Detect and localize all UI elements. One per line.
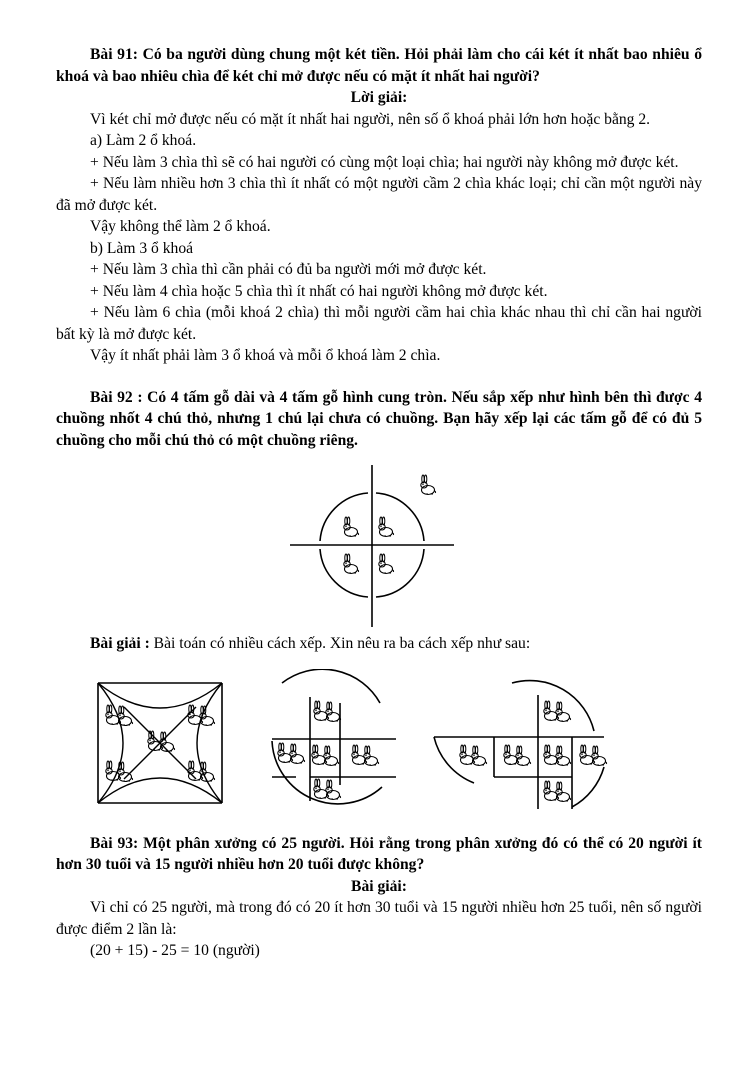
- solutions-figure: [56, 669, 702, 817]
- b91-line: + Nếu làm 6 chìa (mỗi khoá 2 chìa) thì mỗi người cầm hai chìa khác nhau thì chỉ cần hai người bất kỳ là mở được két.: [56, 304, 702, 343]
- b93-title: Bài 93: Một phân xưởng có 25 người. Hỏi rằng trong phân xưởng đó có thể có 20 người ít hơn 30 tuổi và 15 người nhiều hơn 20 tuổi được không?: [56, 834, 702, 873]
- solution-1: [98, 683, 222, 803]
- rabbit-icon: [379, 517, 394, 537]
- rabbit-icon: [106, 761, 133, 782]
- b91-line: + Nếu làm 3 chìa thì sẽ có hai người có cùng một loại chìa; hai người này không mở được két.: [90, 153, 679, 171]
- b91-line: + Nếu làm 4 chìa hoặc 5 chìa thì ít nhất có hai người không mở được két.: [90, 282, 548, 300]
- b91-line: Vì két chỉ mở được nếu có mặt ít nhất hai người, nên số ổ khoá phải lớn hơn hoặc bằng 2.: [90, 110, 651, 128]
- rabbit-icon: [188, 705, 215, 726]
- b91-line: b) Làm 3 ổ khoá: [90, 239, 194, 257]
- b91-line: a) Làm 2 ổ khoá.: [90, 132, 197, 149]
- b91-line: + Nếu làm 3 chìa thì cần phải có đủ ba người mới mở được két.: [90, 261, 487, 278]
- rabbit-icon: [312, 745, 339, 766]
- rabbit-icon: [421, 475, 436, 495]
- solution-3: [434, 680, 607, 808]
- b93-solution-heading: Bài giải:: [351, 877, 407, 895]
- rabbit-icon: [314, 779, 341, 800]
- rabbit-icon: [106, 705, 133, 726]
- b91-line: + Nếu làm nhiều hơn 3 chìa thì ít nhất có một người cầm 2 chìa khác loại; chỉ cần một người này đã mở được két.: [56, 175, 702, 214]
- b91-solution-heading: Lời giải:: [350, 89, 408, 106]
- rabbit-icon: [544, 781, 571, 802]
- b91-line: Vậy ít nhất phải làm 3 ổ khoá và mỗi ổ khoá làm 2 chìa.: [90, 347, 441, 364]
- rabbit-icon: [344, 554, 359, 574]
- solution-2: [272, 669, 396, 804]
- b91-line: Vậy không thể làm 2 ổ khoá.: [90, 218, 271, 235]
- b92-solution: [56, 633, 702, 655]
- rabbit-icon: [580, 745, 607, 766]
- b92-solution-label: Bài giải :: [90, 635, 150, 652]
- b91-title: Bài 91: Có ba người dùng chung một két tiền. Hỏi phải làm cho cái két ít nhất bao nhiêu ổ khoá và bao nhiêu chìa để két chỉ mở được nếu có mặt ít nhất hai người?: [56, 46, 702, 85]
- rabbit-icon: [379, 554, 394, 574]
- rabbit-icon: [544, 701, 571, 722]
- rabbit-icon: [544, 745, 571, 766]
- pens-figure: [56, 457, 702, 629]
- document-page: [56, 44, 702, 962]
- b93-line: Vì chỉ có 25 người, mà trong đó có 20 ít hơn 30 tuổi và 15 người nhiều hơn 25 tuổi, nên số người được điểm 2 lần là:: [56, 899, 702, 938]
- b93-line: (20 + 15) - 25 = 10 (người): [90, 942, 260, 959]
- rabbit-icon: [188, 761, 215, 782]
- rabbit-icon: [344, 517, 359, 537]
- rabbit-icon: [278, 743, 305, 764]
- rabbit-icon: [314, 701, 341, 722]
- rabbit-icon: [504, 745, 531, 766]
- rabbit-icon: [460, 745, 487, 766]
- rabbit-icon: [352, 745, 379, 766]
- b92-title: Bài 92 : Có 4 tấm gỗ dài và 4 tấm gỗ hình cung tròn. Nếu sắp xếp như hình bên thì được 4 chuồng nhốt 4 chú thỏ, nhưng 1 chú lại chưa có chuồng. Bạn hãy xếp lại các tấm gỗ để có đủ 5 chuồng cho mỗi chú thỏ có một chuồng riêng.: [56, 388, 702, 449]
- b92-solution-text: Bài toán có nhiều cách xếp. Xin nêu ra ba cách xếp như sau:: [149, 635, 531, 652]
